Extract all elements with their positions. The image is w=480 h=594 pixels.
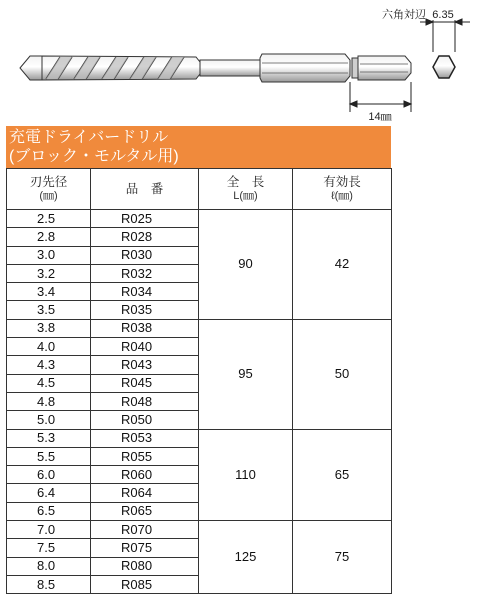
col-unit: L(㎜) — [233, 190, 258, 202]
shank-length-dimension — [350, 82, 411, 112]
effective-length-cell: 50 — [293, 319, 392, 429]
diameter-cell: 5.5 — [7, 447, 91, 465]
product-no-cell: R080 — [91, 557, 199, 575]
total-length-cell: 90 — [199, 210, 293, 320]
hex-across-flats-label: 六角対辺 — [382, 9, 426, 21]
diameter-cell: 4.3 — [7, 356, 91, 374]
diameter-cell: 6.0 — [7, 466, 91, 484]
diameter-cell: 3.5 — [7, 301, 91, 319]
diameter-cell: 3.8 — [7, 319, 91, 337]
shank-length-label: 14㎜ — [368, 111, 392, 123]
diameter-cell: 6.5 — [7, 502, 91, 520]
diameter-cell: 3.0 — [7, 246, 91, 264]
col-header-product-no — [91, 169, 199, 210]
product-no-cell: R032 — [91, 264, 199, 282]
product-subtitle: (ブロック・モルタル用) — [9, 148, 179, 165]
table-row — [7, 521, 392, 539]
col-label: 刃先径 — [29, 175, 68, 189]
product-no-cell: R064 — [91, 484, 199, 502]
hex-across-flats-value: 6.35 — [432, 9, 454, 21]
col-unit: (㎜) — [39, 190, 58, 202]
product-no-cell: R025 — [91, 210, 199, 228]
product-no-cell: R085 — [91, 575, 199, 593]
diameter-cell: 5.3 — [7, 429, 91, 447]
diameter-cell: 4.5 — [7, 374, 91, 392]
col-header-diameter — [7, 169, 91, 210]
product-no-cell: R050 — [91, 411, 199, 429]
table-header-row — [7, 169, 392, 210]
product-no-cell: R045 — [91, 374, 199, 392]
col-unit: ℓ(㎜) — [331, 190, 353, 202]
effective-length-cell: 42 — [293, 210, 392, 320]
product-no-cell: R030 — [91, 246, 199, 264]
diameter-cell: 3.4 — [7, 283, 91, 301]
table-row — [7, 210, 392, 228]
diameter-cell: 7.0 — [7, 521, 91, 539]
diameter-cell: 2.5 — [7, 210, 91, 228]
product-no-cell: R053 — [91, 429, 199, 447]
product-no-cell: R035 — [91, 301, 199, 319]
effective-length-cell: 65 — [293, 429, 392, 520]
effective-length-cell: 75 — [293, 521, 392, 594]
diameter-cell: 2.8 — [7, 228, 91, 246]
drill-bit-diagram — [0, 0, 480, 124]
diameter-cell: 5.0 — [7, 411, 91, 429]
diameter-cell: 4.0 — [7, 338, 91, 356]
diameter-cell: 7.5 — [7, 539, 91, 557]
diameter-cell: 6.4 — [7, 484, 91, 502]
product-no-cell: R060 — [91, 466, 199, 484]
diameter-cell: 8.5 — [7, 575, 91, 593]
product-no-cell: R034 — [91, 283, 199, 301]
product-no-cell: R048 — [91, 392, 199, 410]
diameter-cell: 4.8 — [7, 392, 91, 410]
total-length-cell: 125 — [199, 521, 293, 594]
drill-bit-illustration — [20, 54, 411, 82]
hex-end-view — [420, 19, 470, 78]
spec-table — [6, 168, 392, 594]
total-length-cell: 95 — [199, 319, 293, 429]
col-header-effective-length — [293, 169, 392, 210]
product-no-cell: R055 — [91, 447, 199, 465]
diameter-cell: 8.0 — [7, 557, 91, 575]
product-no-cell: R028 — [91, 228, 199, 246]
product-no-cell: R038 — [91, 319, 199, 337]
col-label: 有効長 — [323, 175, 361, 189]
col-label: 品 番 — [125, 182, 164, 196]
col-label: 全 長 — [226, 175, 265, 189]
table-row — [7, 319, 392, 337]
total-length-cell: 110 — [199, 429, 293, 520]
col-header-total-length — [199, 169, 293, 210]
product-no-cell: R043 — [91, 356, 199, 374]
table-row — [7, 429, 392, 447]
product-no-cell: R070 — [91, 521, 199, 539]
diameter-cell: 3.2 — [7, 264, 91, 282]
product-no-cell: R075 — [91, 539, 199, 557]
product-title-band — [6, 126, 391, 168]
product-no-cell: R065 — [91, 502, 199, 520]
product-title: 充電ドライバードリル — [9, 129, 169, 146]
product-no-cell: R040 — [91, 338, 199, 356]
